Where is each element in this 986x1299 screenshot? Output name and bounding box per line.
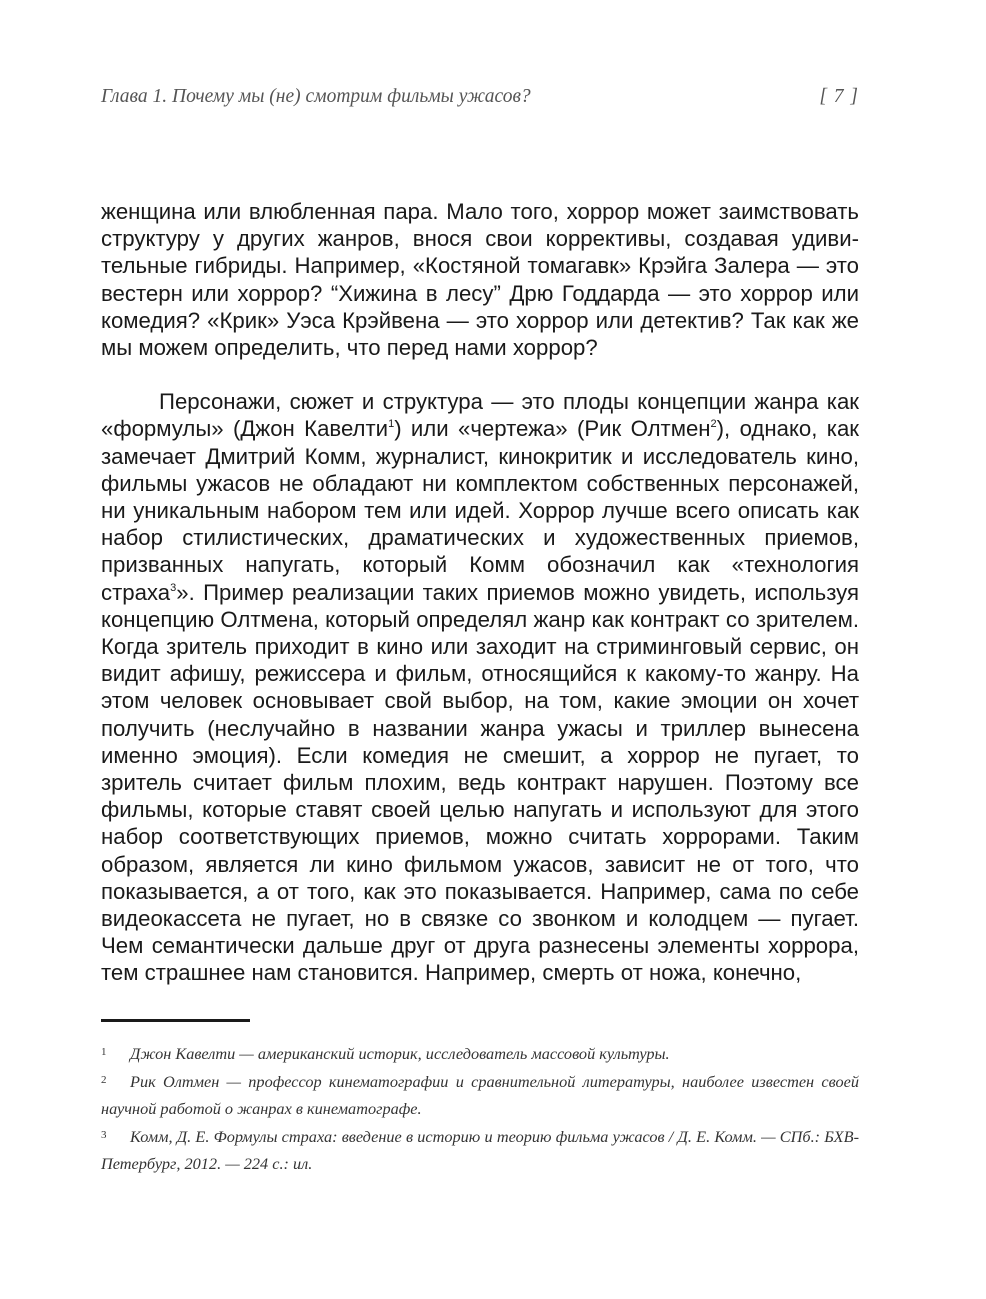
paragraph-2-segment-4: ». Пример реализации таких приемов можно увидеть, используя концепцию Олтмена, который определял жанр как контракт со зрителем. Когда зритель приходит в кино или заходит на стриминговый сервис, он видит афишу, режиссера и фильм, относящийся к какому-то жанру. На этом человек основывает свой выбор, на том, какие эмоции он хочет получить (неслучайно в названии жанра ужасы и триллер вынесена именно эмоция). Если комедия не смешит, а хоррор не пугает, то зритель считает фильм плохим, ведь контракт нарушен. Поэтому все фильмы, которые ставят своей целью напугать и используют для этого набор соответствующих приемов, можно считать хоррорами. Таким образом, является ли кино фильмом ужасов, зависит не от того, что показывается, а от того, как это показывается. Например, сама по себе видеокассета не пугает, но в связке со звонком и колодцем — пугает. Чем семантически дальше друг от друга разнесены элементы хоррора, тем страшнее нам становится. Например, смерть от ножа, конечно, xyxy=(101,579,859,986)
body-text xyxy=(101,198,859,987)
footnotes xyxy=(101,1039,859,1177)
footnote-number: 1 xyxy=(101,1046,107,1058)
paragraph-2-segment-3: ), однако, как замечает Дмитрий Комм, журналист, кинокритик и исследователь кино, фильмы ужасов не обладают ни комплектом собственных персонажей, ни уникальным набором тем или идей. Хоррор лучше всего описать как набор стилистических, драматических и художественных приемов, призванных напугать, который Комм обозначил как «технология страха xyxy=(101,416,859,605)
running-title: Глава 1. Почему мы (не) смотрим фильмы ужасов? xyxy=(101,86,531,107)
footnote xyxy=(101,1039,859,1067)
footnote-text: Рик Олтмен — профессор кинематографии и сравнительной литературы, наиболее известен своей научной работой о жанрах в кинематографе. xyxy=(101,1072,859,1118)
footnote-text: Джон Кавелти — американский историк, исследователь массовой культуры. xyxy=(130,1044,670,1063)
paragraph-2 xyxy=(101,388,859,986)
paragraph-1: женщина или влюбленная пара. Мало того, хоррор может заимствовать структуру у других жанров, внося свои коррективы, создавая удивительные гибриды. Например, «Костяной томагавк» Крэйга Залера — это вестерн или хоррор? “Хижина в лесу” Дрю Годдарда — это хоррор или комедия? «Крик» Уэса Крэйвена — это хоррор или детектив? Так как же мы можем определить, что перед нами хоррор? xyxy=(101,199,859,361)
footnote-divider xyxy=(101,1019,250,1022)
footnote-ref-2[interactable]: 2 xyxy=(710,418,717,431)
footnote-ref-1[interactable]: 1 xyxy=(388,418,395,431)
paragraph-2-segment-2: ) или «чертежа» (Рик Олтмен xyxy=(394,416,711,442)
footnote xyxy=(101,1122,859,1177)
paragraph-2-segment-1: Персонажи, сюжет и структура — это плоды концепции жанра как «формулы» (Джон Кавелти xyxy=(101,389,859,442)
footnote-text: Комм, Д. Е. Формулы страха: введение в историю и теорию фильма ужасов / Д. Е. Комм. — СПб.: БХВ-Петербург, 2012. — 224 с.: ил. xyxy=(101,1127,859,1173)
footnote-number: 3 xyxy=(101,1129,107,1141)
footnote-ref-3[interactable]: 3 xyxy=(170,581,177,594)
footnote xyxy=(101,1067,859,1122)
page-number: [ 7 ] xyxy=(819,86,859,107)
footnote-number: 2 xyxy=(101,1074,107,1086)
